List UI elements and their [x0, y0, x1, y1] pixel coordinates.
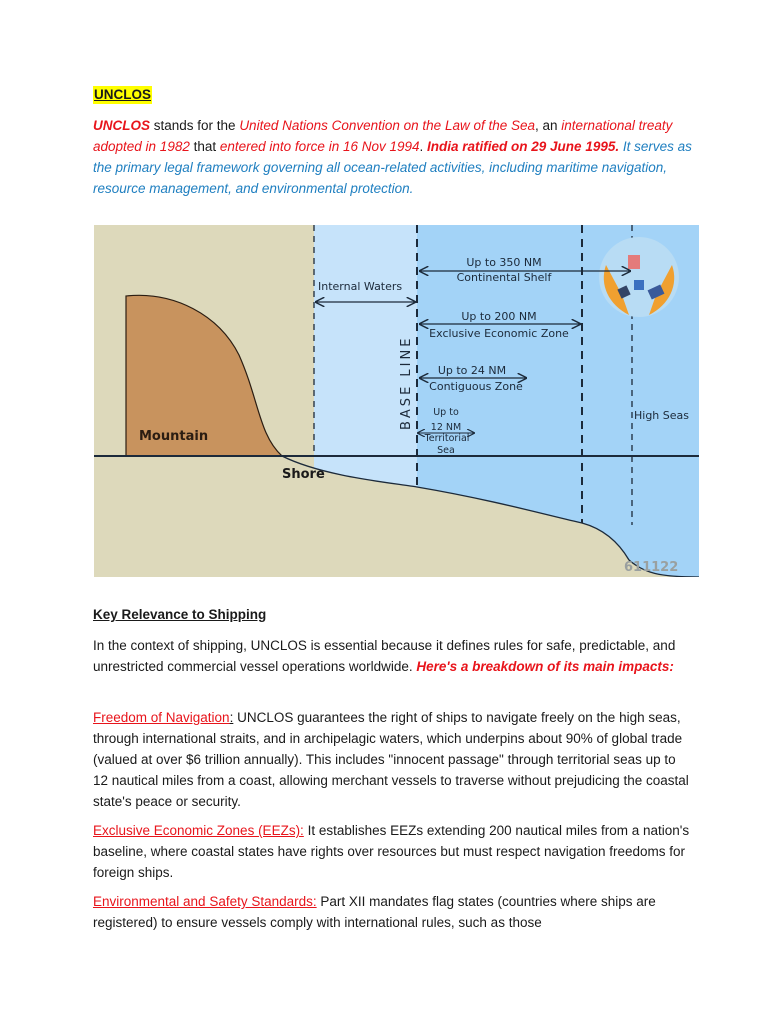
impact-item-eez	[93, 820, 693, 883]
label-eez-name: Exclusive Economic Zone	[429, 327, 569, 340]
label-ts-name1: Territorial	[424, 433, 470, 444]
label-cs-name: Continental Shelf	[456, 271, 552, 284]
impact-term-link[interactable]: Exclusive Economic Zones (EEZs):	[93, 823, 304, 838]
page-title: UNCLOS	[94, 87, 151, 102]
label-ts-range1: Up to	[433, 407, 459, 418]
logo	[599, 237, 679, 317]
impact-separator: :	[229, 710, 234, 725]
intro-text: .	[419, 139, 428, 154]
label-cs-range: Up to 350 NM	[466, 256, 542, 269]
label-ts-range2: 12 NM	[430, 422, 462, 433]
label-cz-range: Up to 24 NM	[437, 364, 507, 377]
section-intro-paragraph	[93, 635, 693, 677]
label-base-line: BASE LINE	[399, 335, 414, 430]
impact-item-navigation	[93, 707, 693, 812]
intro-adopted: international treaty adopted in 1982	[93, 118, 673, 154]
label-eez-range: Up to 200 NM	[461, 310, 537, 323]
intro-framework: It serves as the primary legal framework governing all ocean-related activities, including maritime navigation, resource management, and environmental protection.	[93, 139, 692, 196]
intro-convention: United Nations Convention on the Law of the Sea	[239, 118, 536, 133]
section-intro-text: In the context of shipping, UNCLOS is essential because it defines rules for safe, predictable, and unrestricted commercial vessel operations worldwide.	[93, 638, 676, 674]
impact-item-environmental	[93, 891, 693, 933]
impact-text: Part XII mandates flag states (countries where ships are registered) to ensure vessels comply with international rules, such as those	[93, 894, 656, 930]
impact-term-link[interactable]: Environmental and Safety Standards:	[93, 894, 317, 909]
intro-paragraph	[93, 115, 693, 199]
section-intro-emphasis: Here's a breakdown of its main impacts:	[416, 659, 674, 674]
impact-text: It establishes EEZs extending 200 nautical miles from a nation's baseline, where coastal states have rights over resources but must respect navigation freedoms for foreign ships.	[93, 823, 690, 880]
impact-text: UNCLOS guarantees the right of ships to navigate freely on the high seas, through international straits, and in archipelagic waters, which underpins about 90% of global trade (valued at over $6 trillion annually). This includes "innocent passage" through territorial seas up to 12 nautical miles from a coast, allowing merchant vessels to traverse without prejudicing the coastal state's peace or security.	[93, 710, 689, 809]
label-internal-waters: Internal Waters	[318, 280, 403, 293]
intro-unclos: UNCLOS	[93, 118, 150, 133]
intro-text: , an	[535, 118, 562, 133]
label-shore: Shore	[282, 467, 325, 482]
intro-india: India ratified on 29 June 1995.	[427, 139, 620, 154]
label-mountain: Mountain	[139, 429, 209, 444]
intro-text: stands for the	[150, 118, 240, 133]
section-heading: Key Relevance to Shipping	[93, 607, 267, 622]
document-top	[93, 86, 693, 199]
impact-term-link[interactable]: Freedom of Navigation	[93, 710, 230, 725]
label-high-seas: High Seas	[634, 409, 689, 422]
watermark: 611122	[624, 560, 679, 575]
label-cz-name: Contiguous Zone	[429, 380, 523, 393]
label-ts-name2: Sea	[437, 445, 455, 456]
intro-text: that	[189, 139, 220, 154]
maritime-zones-diagram	[94, 225, 699, 577]
intro-force: entered into force in 16 Nov 1994	[219, 139, 420, 154]
